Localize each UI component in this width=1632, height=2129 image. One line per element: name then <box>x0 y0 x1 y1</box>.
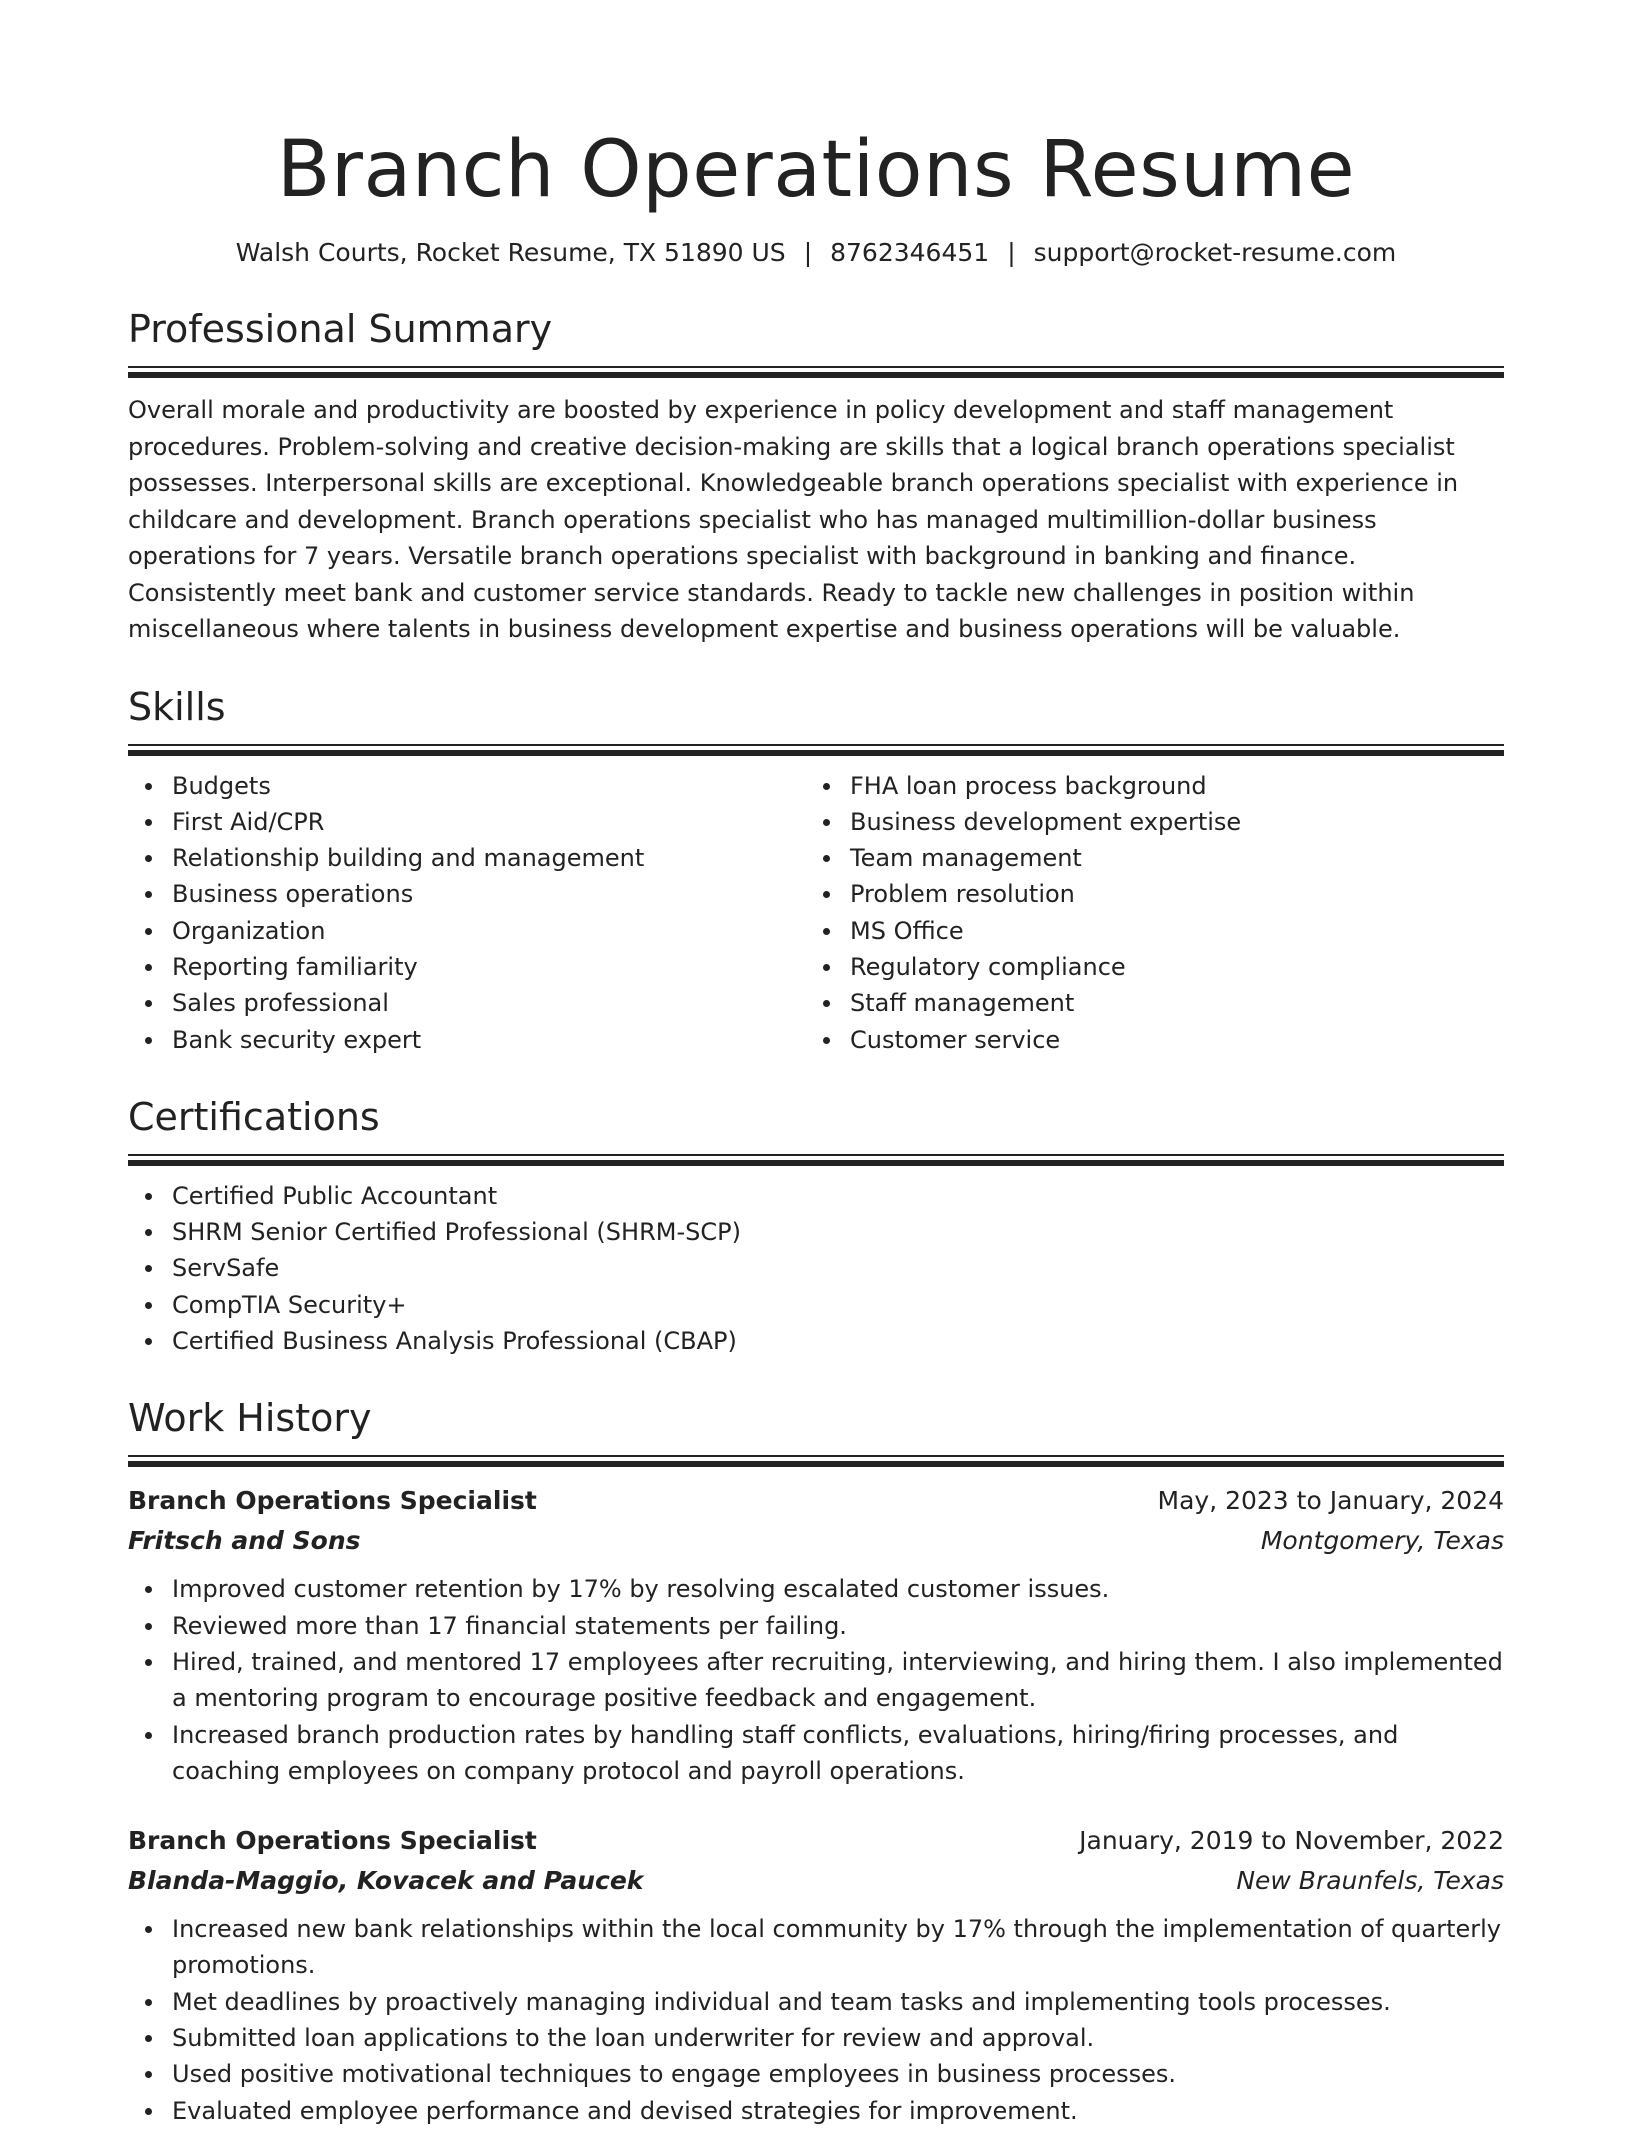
skill-item: Business development expertise <box>806 804 1484 840</box>
job-company-row <box>128 1861 1504 1901</box>
job-bullet: Increased new bank relationships within the local community by 17% through the implementation of quarterly promotions. <box>128 1911 1504 1984</box>
job-bullet: Met deadlines by proactively managing individual and team tasks and implementing tools processes. <box>128 1984 1504 2020</box>
certifications-list <box>128 1178 1504 1359</box>
skill-item: Problem resolution <box>806 876 1484 912</box>
skill-item: Budgets <box>128 768 806 804</box>
job-title: Branch Operations Specialist <box>128 1486 537 1516</box>
skill-item: Bank security expert <box>128 1022 806 1058</box>
contact-address: Walsh Courts, Rocket Resume, TX 51890 US <box>235 238 786 267</box>
resume-title: Branch Operations Resume <box>276 125 1356 215</box>
section-divider <box>128 366 1504 378</box>
job-title: Branch Operations Specialist <box>128 1826 537 1856</box>
skill-item: Organization <box>128 913 806 949</box>
skill-item: Staff management <box>806 985 1484 1021</box>
job-bullet: Reviewed more than 17 financial statements per failing. <box>128 1608 1504 1644</box>
skill-item: Regulatory compliance <box>806 949 1484 985</box>
job-company-row <box>128 1521 1504 1561</box>
skills-list-left <box>128 768 806 1058</box>
job-bullet: Evaluated employee performance and devised strategies for improvement. <box>128 2093 1504 2129</box>
skill-item: Sales professional <box>128 985 806 1021</box>
job-company: Fritsch and Sons <box>128 1526 361 1556</box>
skill-item: FHA loan process background <box>806 768 1484 804</box>
job-bullets <box>128 1911 1504 2129</box>
certification-item: ServSafe <box>128 1250 1504 1286</box>
certification-item: CompTIA Security+ <box>128 1287 1504 1323</box>
skill-item: First Aid/CPR <box>128 804 806 840</box>
contact-separator: | <box>1007 238 1016 267</box>
section-title-summary: Professional Summary <box>128 307 553 351</box>
certification-item: SHRM Senior Certified Professional (SHRM-SCP) <box>128 1214 1504 1250</box>
contact-phone: 8762346451 <box>830 238 990 267</box>
job-header-row <box>128 1481 1504 1521</box>
section-title-certifications: Certifications <box>128 1094 380 1139</box>
section-title-work-history: Work History <box>128 1396 372 1441</box>
section-divider <box>128 1154 1504 1166</box>
section-title-skills: Skills <box>128 684 226 729</box>
job-entry <box>128 1481 1504 1789</box>
certifications-section <box>128 1094 1504 1359</box>
skill-item: Business operations <box>128 876 806 912</box>
work-history-section <box>128 1395 1504 2129</box>
contact-line <box>128 236 1504 270</box>
skill-item: Reporting familiarity <box>128 949 806 985</box>
contact-email[interactable]: support@rocket-resume.com <box>1033 238 1397 267</box>
job-company: Blanda-Maggio, Kovacek and Paucek <box>128 1866 644 1896</box>
job-header-row <box>128 1821 1504 1861</box>
skill-item: Relationship building and management <box>128 840 806 876</box>
job-dates: May, 2023 to January, 2024 <box>1157 1486 1504 1516</box>
certification-item: Certified Public Accountant <box>128 1178 1504 1214</box>
contact-separator: | <box>803 238 813 267</box>
skill-item: Team management <box>806 840 1484 876</box>
job-bullet: Hired, trained, and mentored 17 employees after recruiting, interviewing, and hiring them. I also implemented a mentoring program to encourage positive feedback and engagement. <box>128 1644 1504 1717</box>
skills-list-right <box>806 768 1484 1058</box>
section-divider <box>128 744 1504 756</box>
job-bullet: Used positive motivational techniques to engage employees in business processes. <box>128 2056 1504 2092</box>
summary-section <box>128 306 1504 648</box>
job-bullet: Submitted loan applications to the loan underwriter for review and approval. <box>128 2020 1504 2056</box>
job-location: New Braunfels, Texas <box>1236 1866 1504 1896</box>
job-bullet: Increased branch production rates by handling staff conflicts, evaluations, hiring/firing processes, and coaching employees on company protocol and payroll operations. <box>128 1717 1504 1790</box>
certification-item: Certified Business Analysis Professional (CBAP) <box>128 1323 1504 1359</box>
resume-page <box>128 0 1504 2129</box>
skills-grid <box>128 768 1504 1058</box>
job-entry <box>128 1821 1504 2129</box>
summary-text: Overall morale and productivity are boosted by experience in policy development and staff management procedures. Problem-solving and creative decision-making are skills that a logical branch operations specialist possesses. Interpersonal skills are exceptional. Knowledgeable branch operations specialist with experience in childcare and development. Branch operations specialist who has managed multimillion-dollar business operations for 7 years. Versatile branch operations specialist with background in banking and finance. Consistently meet bank and customer service standards. Ready to tackle new challenges in position within miscellaneous where talents in business development expertise and business operations will be valuable. <box>128 396 1459 643</box>
skills-section <box>128 684 1504 1058</box>
skill-item: MS Office <box>806 913 1484 949</box>
job-bullet: Improved customer retention by 17% by resolving escalated customer issues. <box>128 1571 1504 1607</box>
job-dates: January, 2019 to November, 2022 <box>1079 1826 1504 1856</box>
section-divider <box>128 1455 1504 1467</box>
skill-item: Customer service <box>806 1022 1484 1058</box>
job-location: Montgomery, Texas <box>1260 1526 1504 1556</box>
job-bullets <box>128 1571 1504 1789</box>
